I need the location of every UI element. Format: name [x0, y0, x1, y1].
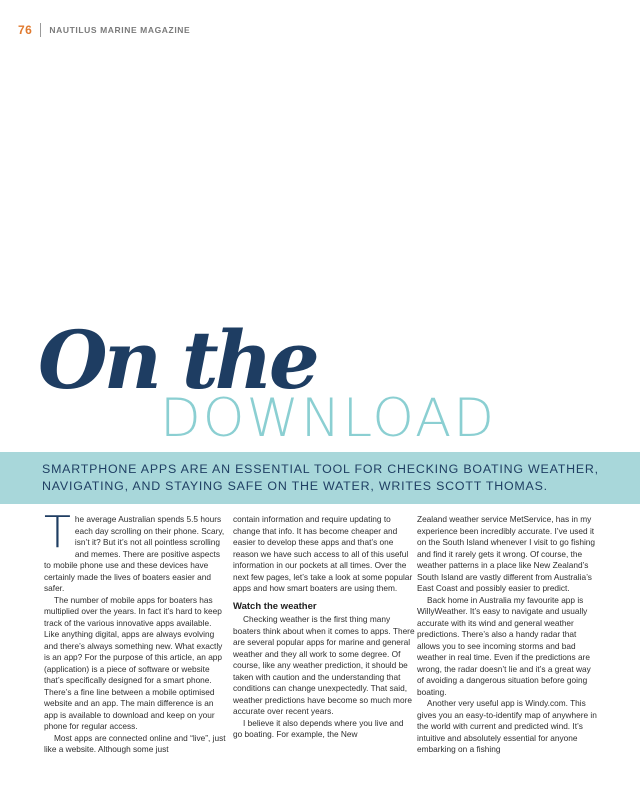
paragraph: he average Australian spends 5.5 hours each day scrolling on their phone. Scary, isn’t it? But it’s not all pointless scrolling and memes. There are positive aspects to mobile phone use and these devices have certainly made the lives of boaters easier and safer. — [44, 514, 225, 593]
article-column-1 — [44, 507, 226, 756]
paragraph: The number of mobile apps for boaters has multiplied over the years. In fact it’s hard to keep track of the various innovative apps available. Like anything digital, apps are always evolving and there’s always something new. What exactly is an app? For the purpose of this article, an app (application) is a piece of software or website that’s specifically designed for a smart phone. There’s a fine line between a mobile optimised website and an app. The main difference is an app is available to download and keep on your phone for regular access. — [44, 594, 223, 731]
article-column-3 — [417, 514, 599, 756]
page-header — [18, 22, 190, 38]
paragraph: I believe it also depends where you live and go boating. For example, the New — [233, 717, 404, 739]
article-column-2 — [233, 514, 415, 741]
title-script-text: On the — [38, 313, 316, 407]
paragraph: Zealand weather service MetService, has in my experience been incredibly accurate. I’ve used it on the South Island whenever I visit to go fishing and find it rarely gets it wrong. Of course, the weather patterns in a place like New Zealand’s South Island are vastly different from Australia’s East Coast and possibly easier to predict. — [417, 514, 596, 593]
section-heading: Watch the weather — [233, 600, 317, 612]
paragraph: contain information and require updating to change that info. It has become cheaper and easier to develop these apps and that’s one reason we have such access to all of this useful information in our pockets at all times. Over the next few pages, let’s take a look at some popular apps and how smart boaters are using them. — [233, 514, 413, 593]
paragraph: Another very useful app is Windy.com. This gives you an easy-to-identify map of anywhere in the world with current and predicted wind. It’s intuitive and absolutely essential for anyone embarking on a fishing — [417, 698, 597, 754]
standfirst-band — [0, 452, 640, 504]
header-divider — [40, 23, 41, 37]
drop-cap: T — [44, 507, 71, 558]
paragraph: Most apps are connected online and “live”, just like a website. Although some just — [44, 732, 226, 754]
magazine-name: NAUTILUS MARINE MAGAZINE — [49, 25, 191, 35]
paragraph: Checking weather is the first thing many boaters think about when it comes to apps. There are several popular apps for marine and general weather and they all work to some degree. Of course, like any weather prediction, it should be taken with caution and the understanding that conditions can change unexpectedly. That said, weather predictions have become so much more accurate over recent years. — [233, 614, 415, 716]
paragraph: Back home in Australia my favourite app is WillyWeather. It’s easy to navigate and usually accurate with its wind and general weather predictions. There’s also a handy radar that allows you to see incoming storms and bad weather in real time. Even if the predictions are wrong, the radar doesn’t lie and it’s a great way of avoiding a dangerous situation before going boating. — [417, 594, 591, 697]
page-number: 76 — [18, 23, 33, 37]
page-title: DOWNLOAD — [160, 388, 497, 449]
standfirst: SMARTPHONE APPS ARE AN ESSENTIAL TOOL FOR CHECKING BOATING WEATHER, NAVIGATING, AND STAYING SAFE ON THE WATER, WRITES SCOTT THOMAS. — [42, 462, 599, 493]
